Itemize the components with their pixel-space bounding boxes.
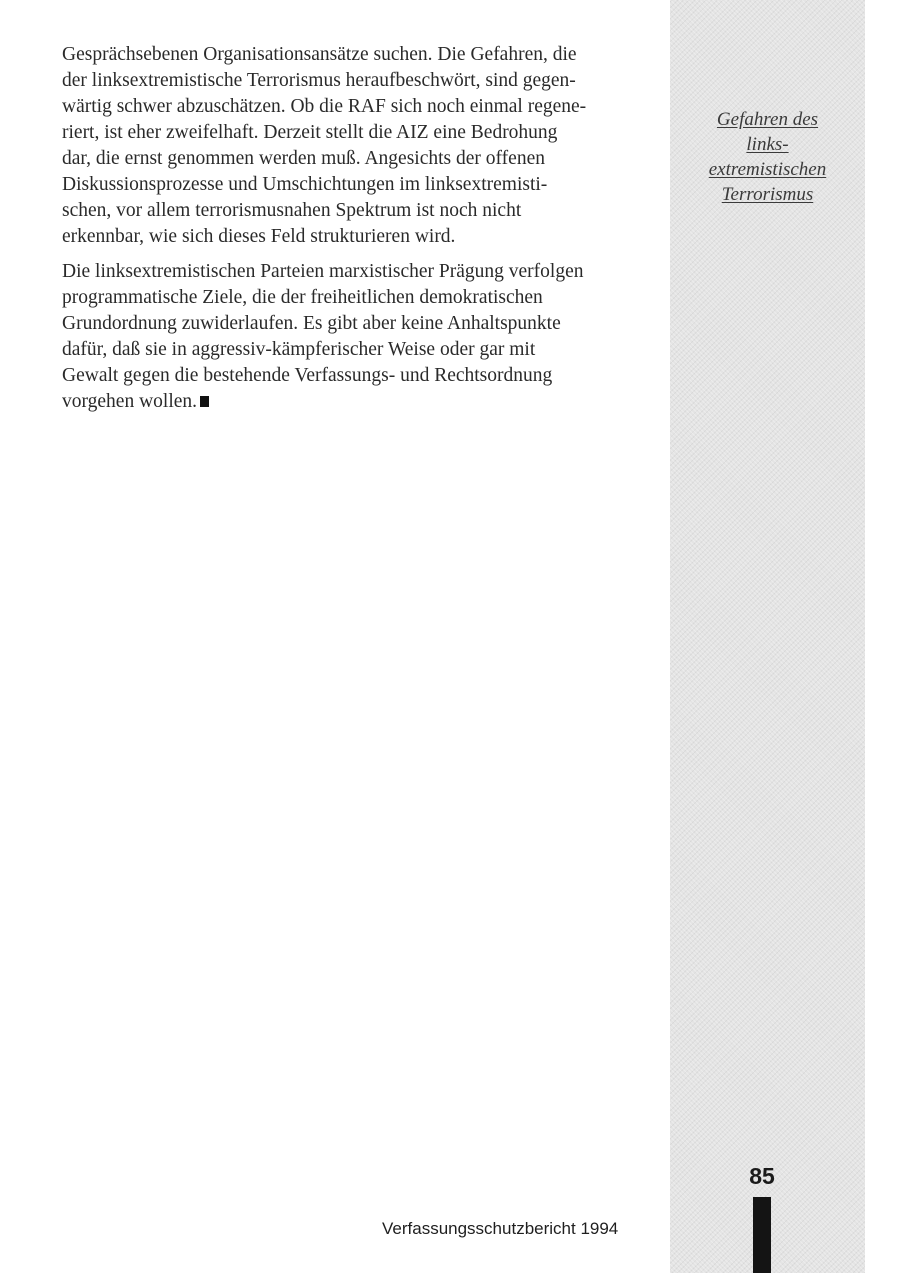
text-line: wärtig schwer abzuschätzen. Ob die RAF sich noch einmal regene- [62,96,587,117]
body-text [62,42,647,424]
text-line: Diskussionsprozesse und Umschichtungen im linksextremisti- [62,174,548,195]
text-line: riert, ist eher zweifelhaft. Derzeit stellt die AIZ eine Bedrohung [62,122,558,143]
margin-note-line: extremistischen [708,159,827,180]
paragraph-2 [62,259,647,415]
text-line: Gesprächsebenen Organisationsansätze suchen. Die Gefahren, die [62,44,577,65]
text-line: programmatische Ziele, die der freiheitlichen demokratischen [62,287,543,308]
margin-note-line: links- [746,134,789,155]
paragraph-1 [62,42,647,250]
text-line: schen, vor allem terrorismusnahen Spektrum ist noch nicht [62,200,522,221]
text-line: der linksextremistische Terrorismus heraufbeschwört, sind gegen- [62,70,576,91]
text-line: Grundordnung zuwiderlaufen. Es gibt aber keine Anhaltspunkte [62,313,561,334]
publication-title: Verfassungsschutzbericht 1994 [382,1219,619,1238]
end-of-article-icon [200,396,209,407]
margin-note [680,107,855,207]
text-line-content: vorgehen wollen. [62,391,198,412]
text-line-last [62,389,647,415]
text-line: erkennbar, wie sich dieses Feld strukturieren wird. [62,226,456,247]
text-line: Die linksextremistischen Parteien marxistischer Prägung verfolgen [62,261,584,282]
text-line: dar, die ernst genommen werden muß. Angesichts der offenen [62,148,545,169]
text-line: Gewalt gegen die bestehende Verfassungs- und Rechtsordnung [62,365,553,386]
thumb-tab-marker [753,1197,771,1273]
page-number: 85 [749,1163,775,1189]
margin-note-line: Gefahren des [716,109,819,130]
margin-note-line: Terrorismus [721,184,814,205]
text-line: dafür, daß sie in aggressiv-kämpferischer Weise oder gar mit [62,339,536,360]
